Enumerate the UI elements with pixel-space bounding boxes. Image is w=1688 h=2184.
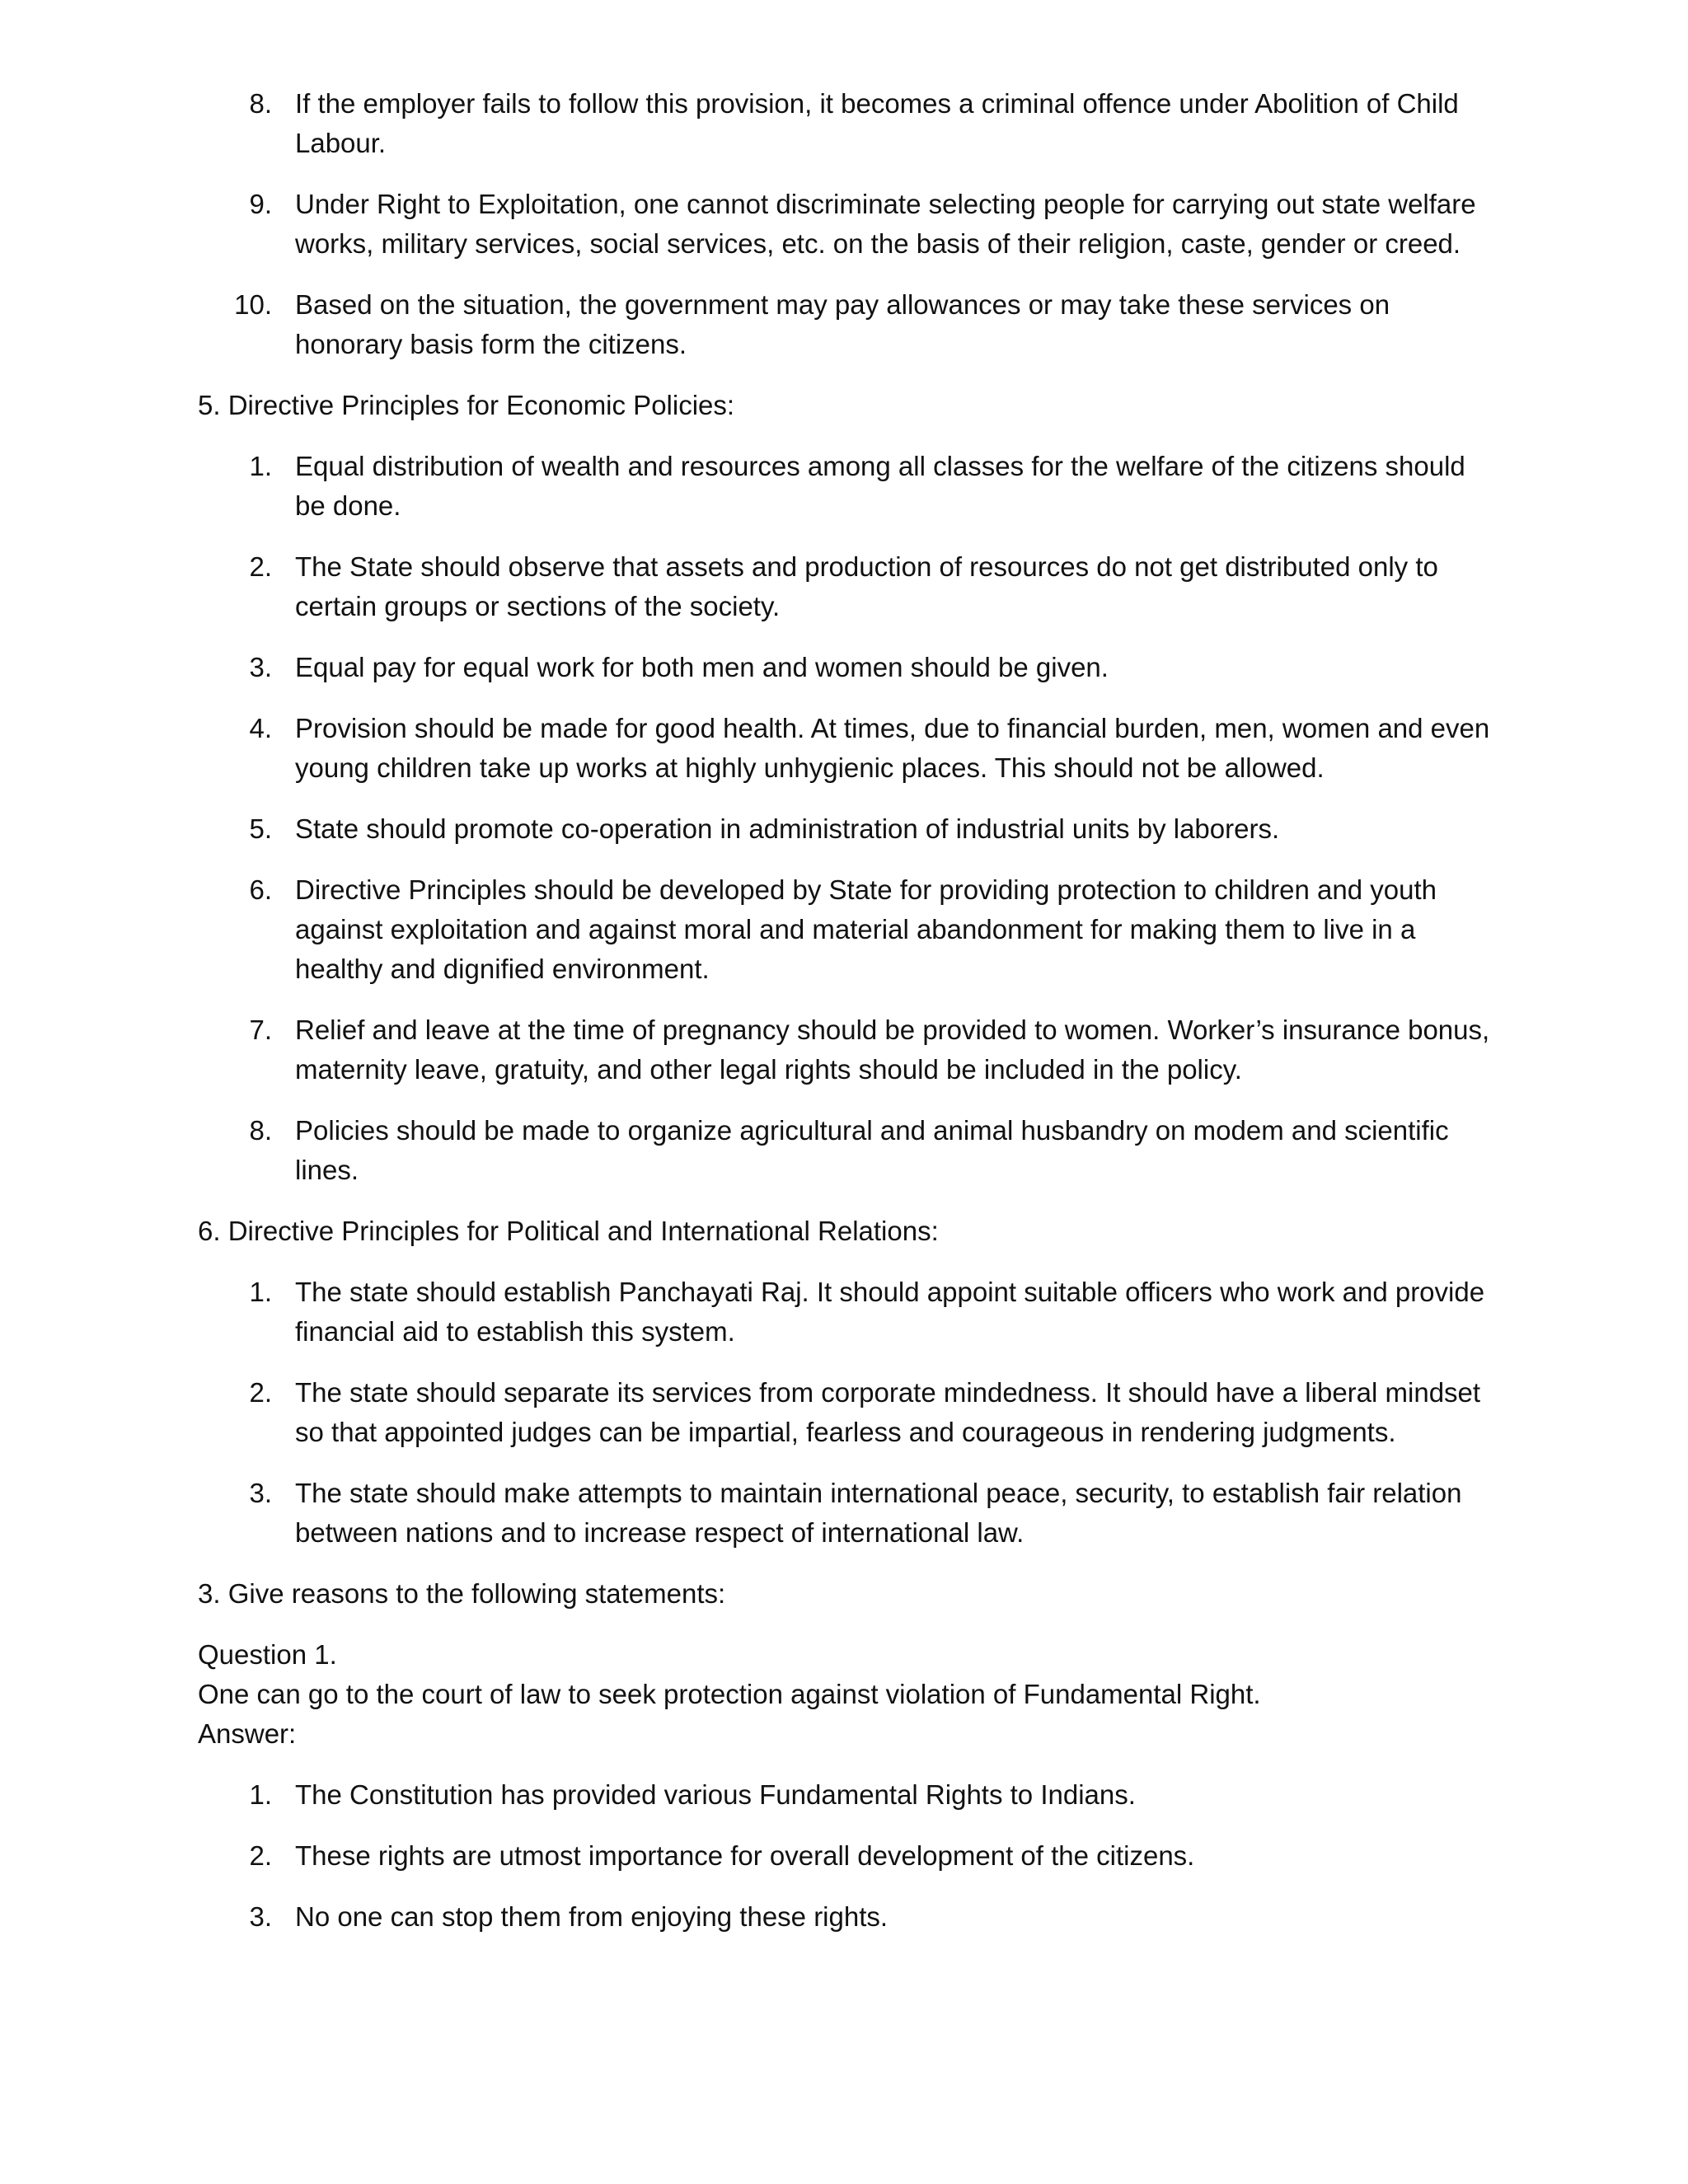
section-heading-give-reasons: 3. Give reasons to the following statements: bbox=[198, 1578, 726, 1609]
list-text: Equal pay for equal work for both men and women should be given. bbox=[295, 652, 1109, 682]
list-number: 10. bbox=[234, 289, 272, 320]
list-item bbox=[198, 709, 1492, 788]
list-number: 4. bbox=[249, 713, 272, 743]
list-item bbox=[198, 84, 1492, 163]
list-text: Provision should be made for good health. At times, due to financial burden, men, women and even young children take up works at highly unhygienic places. This should not be allowed. bbox=[295, 713, 1490, 783]
list-text: Equal distribution of wealth and resources among all classes for the welfare of the citizens should be done. bbox=[295, 451, 1465, 521]
list-number: 9. bbox=[249, 189, 272, 219]
list-number: 7. bbox=[249, 1015, 272, 1045]
list-text: Relief and leave at the time of pregnancy should be provided to women. Worker’s insurance bonus, maternity leave, gratuity, and other legal rights should be included in the policy. bbox=[295, 1015, 1490, 1085]
list-text: The state should separate its services from corporate mindedness. It should have a liberal mindset so that appointed judges can be impartial, fearless and courageous in rendering judgments. bbox=[295, 1377, 1481, 1447]
list-text: Based on the situation, the government may pay allowances or may take these services on honorary basis form the citizens. bbox=[295, 289, 1390, 359]
question-text: One can go to the court of law to seek protection against violation of Fundamental Right. bbox=[198, 1679, 1261, 1709]
list-item bbox=[198, 447, 1492, 526]
political-relations-list bbox=[198, 1272, 1492, 1553]
question-block bbox=[198, 1635, 1492, 1754]
list-text: The state should make attempts to maintain international peace, security, to establish fair relation between nations and to increase respect of international law. bbox=[295, 1478, 1462, 1548]
list-item bbox=[198, 870, 1492, 989]
document-page bbox=[198, 84, 1492, 1958]
list-text: If the employer fails to follow this provision, it becomes a criminal offence under Abolition of Child Labour. bbox=[295, 88, 1459, 158]
list-number: 8. bbox=[249, 88, 272, 119]
economic-policies-list bbox=[198, 447, 1492, 1190]
list-number: 2. bbox=[249, 551, 272, 582]
list-number: 3. bbox=[249, 1478, 272, 1508]
list-number: 6. bbox=[249, 874, 272, 905]
answer-list bbox=[198, 1775, 1492, 1937]
list-text: Directive Principles should be developed by State for providing protection to children and youth against exploitation and against moral and material abandonment for making them to live in a healthy and dignified environment. bbox=[295, 874, 1437, 984]
list-item bbox=[198, 809, 1492, 849]
list-number: 2. bbox=[249, 1840, 272, 1871]
list-text: The State should observe that assets and production of resources do not get distributed only to certain groups or sections of the society. bbox=[295, 551, 1438, 621]
list-number: 1. bbox=[249, 451, 272, 481]
list-number: 3. bbox=[249, 652, 272, 682]
list-number: 1. bbox=[249, 1779, 272, 1810]
list-number: 2. bbox=[249, 1377, 272, 1408]
list-text: The Constitution has provided various Fundamental Rights to Indians. bbox=[295, 1779, 1136, 1810]
question-label: Question 1. bbox=[198, 1639, 337, 1670]
list-text: Under Right to Exploitation, one cannot discriminate selecting people for carrying out state welfare works, military services, social services, etc. on the basis of their religion, caste, gender or creed. bbox=[295, 189, 1476, 259]
list-item bbox=[198, 185, 1492, 264]
list-text: No one can stop them from enjoying these rights. bbox=[295, 1901, 889, 1932]
list-number: 3. bbox=[249, 1901, 272, 1932]
list-text: The state should establish Panchayati Raj. It should appoint suitable officers who work and provide financial aid to establish this system. bbox=[295, 1277, 1485, 1347]
section-heading-political-international-relations: 6. Directive Principles for Political and International Relations: bbox=[198, 1216, 939, 1246]
list-number: 5. bbox=[249, 813, 272, 844]
list-item bbox=[198, 648, 1492, 687]
continued-list bbox=[198, 84, 1492, 364]
list-number: 1. bbox=[249, 1277, 272, 1307]
list-item bbox=[198, 1373, 1492, 1452]
list-number: 8. bbox=[249, 1115, 272, 1146]
list-item bbox=[198, 285, 1492, 364]
list-item bbox=[198, 547, 1492, 626]
list-item bbox=[198, 1775, 1492, 1815]
list-text: These rights are utmost importance for overall development of the citizens. bbox=[295, 1840, 1195, 1871]
list-item bbox=[198, 1010, 1492, 1090]
list-item bbox=[198, 1474, 1492, 1553]
list-item bbox=[198, 1836, 1492, 1876]
list-item bbox=[198, 1111, 1492, 1190]
list-item bbox=[198, 1897, 1492, 1937]
list-text: State should promote co-operation in administration of industrial units by laborers. bbox=[295, 813, 1280, 844]
answer-label: Answer: bbox=[198, 1718, 297, 1749]
list-item bbox=[198, 1272, 1492, 1352]
list-text: Policies should be made to organize agricultural and animal husbandry on modem and scientific lines. bbox=[295, 1115, 1449, 1185]
section-heading-economic-policies: 5. Directive Principles for Economic Policies: bbox=[198, 390, 735, 420]
